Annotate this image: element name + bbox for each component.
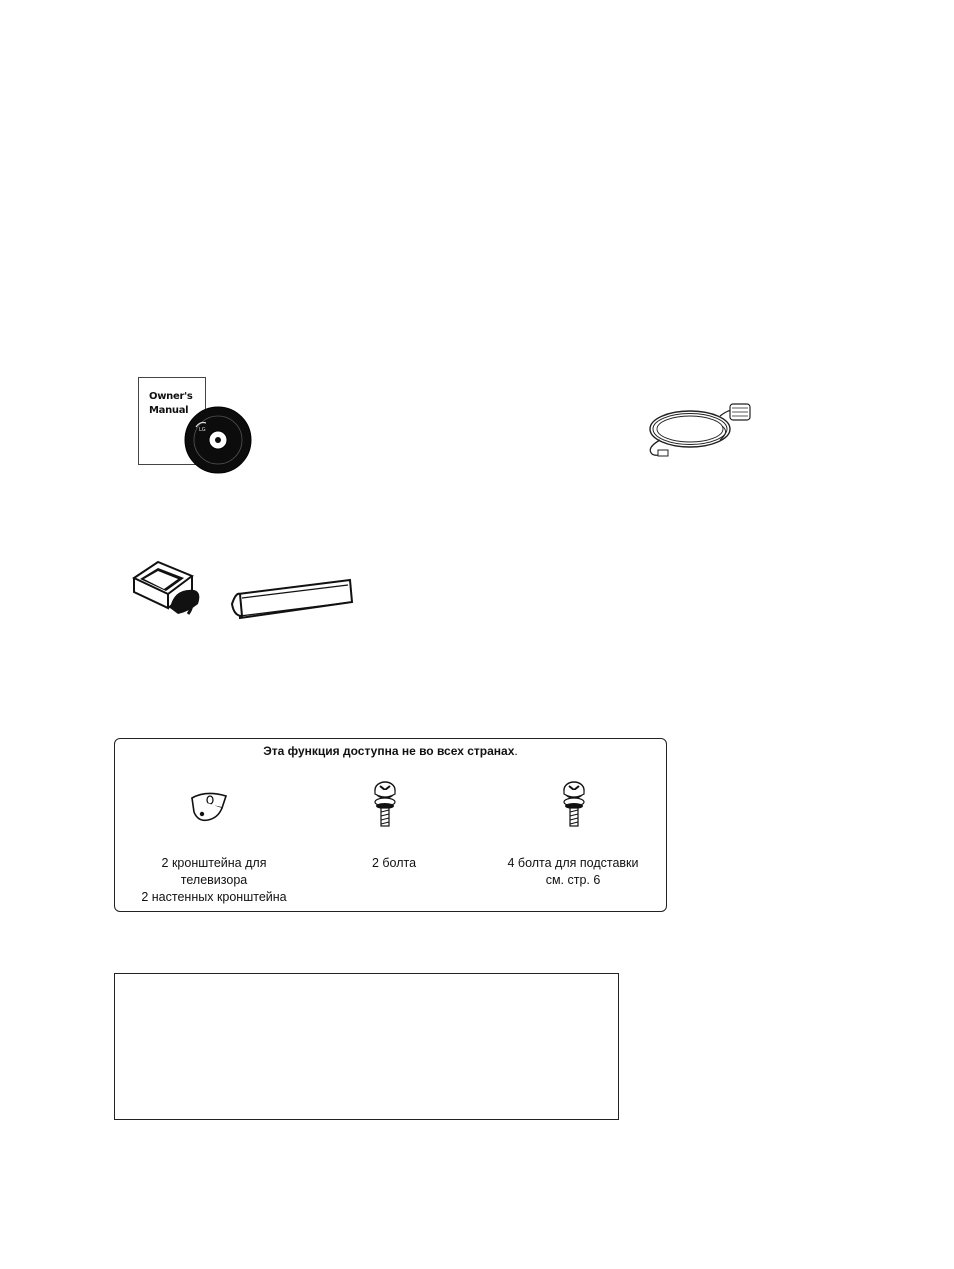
bracket-caption-text: 2 кронштейна для телевизора 2 настенных кронштейна (141, 856, 287, 904)
stand-bolt-icon (560, 780, 588, 830)
bracket-icon (186, 790, 230, 826)
cd-disc-icon (182, 405, 254, 475)
note-box (114, 973, 619, 1120)
bolts-caption-text: 2 болта (371, 856, 417, 870)
bolts-caption (344, 855, 444, 872)
protection-cover-icon (228, 576, 356, 622)
bolt-icon (371, 780, 399, 830)
svg-text:LG: LG (199, 427, 206, 433)
power-cord-icon (640, 398, 758, 464)
stand-bolts-caption-text: 4 болта для подставки см. стр. 6 (507, 856, 639, 887)
panel-heading-period: . (514, 744, 518, 758)
bracket-caption (124, 855, 304, 906)
owners-manual-title: Owner's Manual (149, 391, 193, 416)
panel-heading-text: Эта функция доступна не во всех странах (263, 744, 515, 758)
stand-bolts-caption (488, 855, 658, 889)
panel-heading (114, 744, 667, 758)
cable-holder-icon (130, 556, 202, 618)
